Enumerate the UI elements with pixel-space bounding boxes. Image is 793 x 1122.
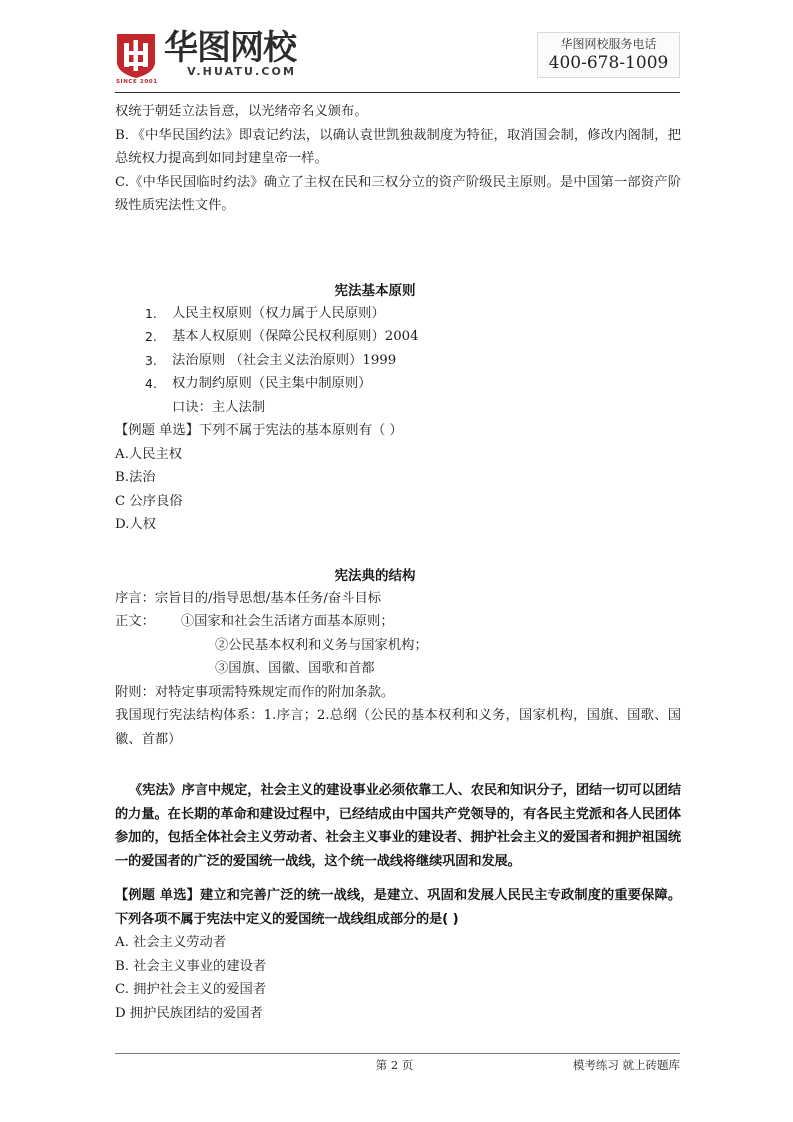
list-item [115,349,681,373]
page-header [115,28,680,86]
structure-main-line-1 [115,610,681,634]
example-question-1-option-c: C 公序良俗 [115,493,183,509]
structure-preface: 序言：宗旨目的/指导思想/基本任务/奋斗目标 [115,590,382,606]
list-item-text: 权力制约原则（民主集中制原则） [172,376,372,391]
structure-main-item-2: ②公民基本权利和义务与国家机构； [215,637,428,653]
brand-logo [115,28,296,85]
example-question-1-stem: 【例题 单选】下列不属于宪法的基本原则有（ ） [115,423,403,438]
principles-list [115,302,681,396]
brand-wordmark [164,28,296,78]
huatu-shield-icon [115,32,158,85]
section-heading-constitution-principles: 宪法基本原则 [334,282,416,299]
intro-item-b: B．《中华民国约法》即袁记约法，以确认袁世凯独裁制度为特征，取消国会制，修改内阁制，把总统权力提高到如同封建皇帝一样。 [115,127,681,166]
spacer [115,218,681,258]
list-item-text: 人民主权原则（权力属于人民原则） [172,305,385,321]
logo-since-text: SINCE 2001 [116,79,158,85]
brand-name-en: V.HUATU.COM [187,65,296,78]
example-question-2-option-b: B. 社会主义事业的建设者 [115,958,267,974]
structure-current-system: 我国现行宪法结构体系：1.序言；2.总纲（公民的基本权利和义务，国家机构，国旗、国歌、国徽、首都） [115,708,681,747]
list-item [115,325,681,349]
example-question-1-option-d: D.人权 [115,517,157,532]
spacer [115,258,681,280]
list-item [115,302,681,326]
brand-name-cn: 华图网校 [164,28,296,68]
constitution-preamble-paragraph: 《宪法》序言中规定，社会主义的建设事业必须依靠工人、农民和知识分子，团结一切可以团结的力量。在长期的革命和建设过程中，已经结成由中国共产党领导的，有各民主党派和各人民团体参加的，包括全体社会主义劳动者、社会主义事业的建设者、拥护社会主义的爱国者和拥护祖国统一的爱国者的广泛的爱国统一战线，这个统一战线将继续巩固和发展。 [115,783,681,869]
structure-main-label: 正文： [115,614,155,629]
example-question-2-option-a: A. 社会主义劳动者 [115,935,227,950]
page-footer [115,1056,680,1076]
list-item-text: 基本人权原则（保障公民权利原则）2004 [172,329,419,344]
list-marker: 4. [145,376,157,391]
example-question-2-stem: 【例题 单选】建立和完善广泛的统一战线，是建立、巩固和发展人民民主专政制度的重要保障。下列各项不属于宪法中定义的爱国统一战线组成部分的是( ) [115,888,681,927]
structure-appendix: 附则：对特定事项需特殊规定而作的附加条款。 [115,684,395,700]
list-marker: 2. [145,329,157,344]
list-marker: 3. [145,352,157,368]
header-divider [115,92,680,93]
example-question-2-option-c: C. 拥护社会主义的爱国者 [115,982,267,997]
section-heading-constitution-structure: 宪法典的结构 [334,567,416,584]
service-phone-label: 华图网校服务电话 [560,37,657,51]
example-question-1-option-a: A.人民主权 [115,446,183,462]
intro-continuation-line: 权统于朝廷立法旨意，以光绪帝名义颁布。 [115,104,368,119]
example-question-2-option-d: D 拥护民族团结的爱国者 [115,1005,263,1021]
list-item [115,372,681,396]
footer-tagline: 模考练习 就上砖题库 [572,1058,680,1072]
service-phone-box [537,32,680,78]
example-question-1-option-b: B.法治 [115,470,156,485]
page-number: 第 2 页 [375,1058,414,1072]
list-item-text: 法治原则 （社会主义法治原则）1999 [172,352,397,368]
structure-main-item-3: ③国旗、国徽、国歌和首都 [215,661,375,676]
document-content [115,100,681,1025]
spacer [115,537,681,559]
footer-divider [115,1053,680,1054]
spacer [115,751,681,773]
spacer [115,873,681,884]
structure-main-item-1: ①国家和社会生活诸方面基本原则； [180,614,394,629]
service-phone-number: 400-678-1009 [548,53,669,73]
list-marker: 1. [145,305,157,321]
principles-mnemonic: 口诀：主人法制 [172,399,266,415]
intro-item-c: C.《中华民国临时约法》确立了主权在民和三权分立的资产阶级民主原则。是中国第一部资产阶级性质宪法性文件。 [115,174,681,213]
